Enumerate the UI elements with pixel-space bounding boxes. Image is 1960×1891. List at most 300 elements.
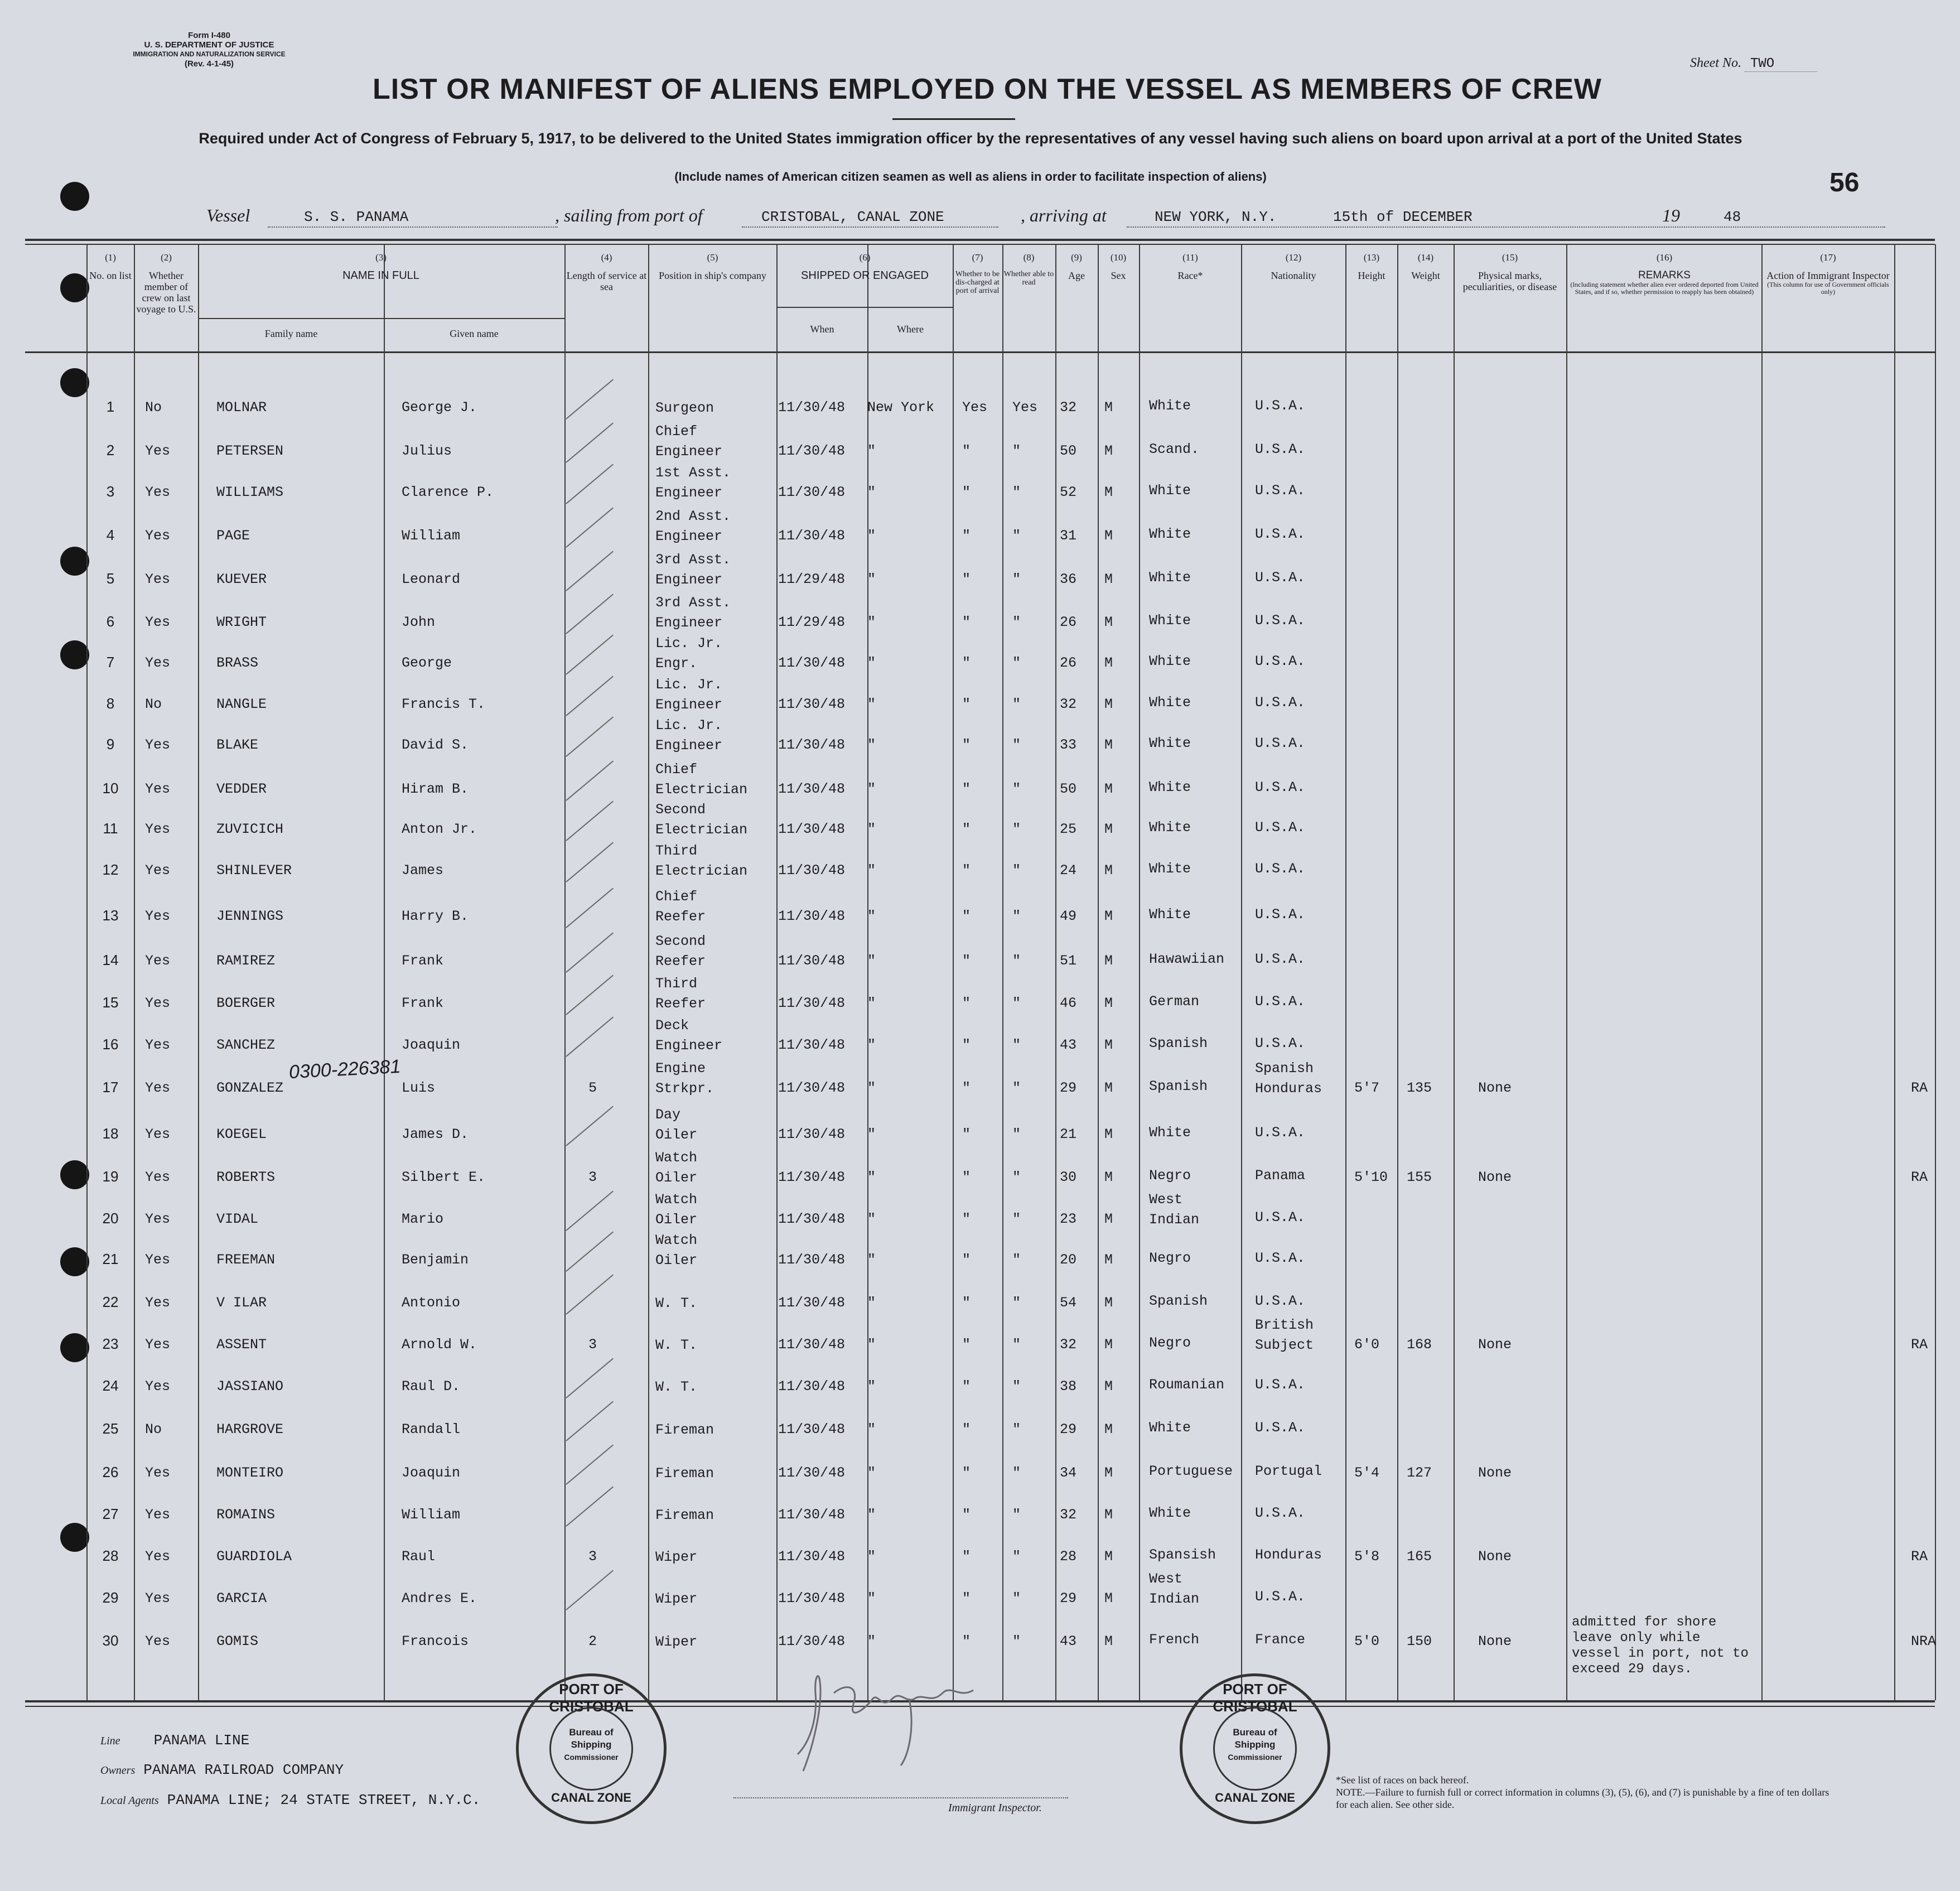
row-number: 2 [106, 442, 115, 459]
nationality: U.S.A. [1255, 861, 1306, 877]
able-to-read: " [1012, 1590, 1021, 1607]
last-voyage: Yes [145, 1037, 171, 1053]
position-line-2: Oiler [655, 1170, 698, 1186]
given-name: Anton Jr. [402, 821, 477, 837]
shipped-when: 11/30/48 [778, 399, 846, 416]
given-name: Joaquin [402, 1037, 461, 1053]
vessel-value: S. S. PANAMA [304, 209, 409, 225]
shipped-where: " [867, 528, 876, 544]
position-line-2: Electrician [655, 822, 748, 838]
shipped-where: " [867, 862, 876, 879]
age: 25 [1060, 821, 1077, 837]
shipped-when: 11/30/48 [778, 655, 846, 671]
stamp-top-text: PORT OF CRISTOBAL [1213, 1681, 1297, 1715]
nationality: U.S.A. [1255, 819, 1306, 836]
height: 5'8 [1354, 1549, 1380, 1565]
row-number: 7 [106, 654, 115, 670]
weight: 165 [1407, 1549, 1432, 1565]
age: 29 [1060, 1590, 1077, 1607]
family-name: ZUVICICH [216, 821, 284, 837]
table-row [0, 843, 1960, 895]
position-line-1: Lic. Jr. [655, 677, 723, 693]
row-number: 24 [102, 1377, 119, 1394]
able-to-read: " [1012, 696, 1021, 712]
last-voyage: Yes [145, 1252, 171, 1268]
stamp-inner-text: Shipping [571, 1739, 612, 1750]
nationality: U.S.A. [1255, 570, 1306, 586]
race: Negro [1149, 1335, 1191, 1351]
family-name: SHINLEVER [216, 862, 292, 879]
last-voyage: Yes [145, 484, 171, 500]
row-number: 26 [102, 1464, 119, 1480]
position-line-2: Electrician [655, 782, 748, 798]
age: 49 [1060, 908, 1077, 924]
inspector-signature [781, 1660, 1015, 1782]
race: West [1149, 1571, 1183, 1587]
shipped-when: 11/30/48 [778, 1633, 846, 1649]
inspector-action: RA [1911, 1337, 1928, 1353]
shipped-when: 11/30/48 [778, 484, 846, 500]
given-name: Leonard [402, 571, 461, 587]
given-name: Clarence P. [402, 484, 494, 500]
shipped-when: 11/30/48 [778, 1169, 846, 1185]
age: 29 [1060, 1421, 1077, 1437]
age: 36 [1060, 571, 1077, 587]
position-line-2: Engineer [655, 737, 723, 754]
race: White [1149, 1505, 1191, 1521]
family-name: BLAKE [216, 737, 259, 753]
given-name: David S. [402, 737, 469, 753]
row-number: 13 [102, 907, 119, 924]
family-name: HARGROVE [216, 1421, 284, 1437]
age: 52 [1060, 484, 1077, 500]
shipped-when: 11/30/48 [778, 1211, 846, 1227]
nationality: U.S.A. [1255, 694, 1306, 711]
table-row [0, 508, 1960, 561]
position-line-2: Strkpr. [655, 1080, 715, 1097]
table-top-rule [25, 244, 1935, 245]
col-header-race: (11) Race* [1177, 252, 1203, 281]
shipped-where: " [867, 1037, 876, 1053]
shipped-where: " [867, 1590, 876, 1607]
shipped-where: " [867, 737, 876, 753]
service-name: IMMIGRATION AND NATURALIZATION SERVICE [133, 50, 286, 58]
age: 21 [1060, 1126, 1077, 1142]
sex: M [1104, 1211, 1113, 1227]
weight: 127 [1407, 1465, 1432, 1481]
given-name: Hiram B. [402, 781, 469, 797]
given-name: George J. [402, 399, 477, 416]
shipped-when: 11/30/48 [778, 528, 846, 544]
port-value: CRISTOBAL, CANAL ZONE [761, 209, 944, 225]
age: 54 [1060, 1295, 1077, 1311]
able-to-read: " [1012, 953, 1021, 969]
position-line-1: Chief [655, 423, 698, 440]
row-number: 21 [102, 1251, 119, 1267]
last-voyage: Yes [145, 1211, 171, 1227]
able-to-read: " [1012, 781, 1021, 797]
race: White [1149, 1125, 1191, 1141]
sex: M [1104, 1295, 1113, 1311]
shipped-when: 11/30/48 [778, 1507, 846, 1523]
last-voyage: Yes [145, 443, 171, 459]
discharged: " [962, 443, 971, 459]
stamp-top-text: PORT OF CRISTOBAL [549, 1681, 634, 1715]
year-value: 48 [1724, 209, 1741, 225]
table-row [0, 1232, 1960, 1285]
header-bottom-rule [25, 351, 1935, 353]
shipped-where: " [867, 655, 876, 671]
sex: M [1104, 1126, 1113, 1142]
shipped-where: " [867, 1507, 876, 1523]
sheet-number [1690, 56, 1817, 72]
shipped-where: " [867, 571, 876, 587]
col-header-read: (8) Whether able to read [1003, 252, 1054, 287]
position-line-2: Fireman [655, 1507, 715, 1523]
nationality: Panama [1255, 1168, 1306, 1184]
table-row [0, 1150, 1960, 1202]
row-number: 27 [102, 1506, 119, 1522]
race: Portuguese [1149, 1463, 1233, 1479]
table-row [0, 552, 1960, 604]
row-number: 30 [102, 1632, 119, 1649]
last-voyage: Yes [145, 995, 171, 1011]
table-row [0, 933, 1960, 986]
inspector-signature-rule [733, 1797, 1068, 1798]
position-line-2: Oiler [655, 1127, 698, 1143]
position-line-2: Wiper [655, 1549, 698, 1565]
discharged: " [962, 1080, 971, 1096]
last-voyage: Yes [145, 1378, 171, 1395]
height: 5'10 [1354, 1169, 1388, 1185]
position-line-2: Engineer [655, 697, 723, 713]
last-voyage: Yes [145, 737, 171, 753]
age: 43 [1060, 1633, 1077, 1649]
col-header-position: (5) Position in ship's company [659, 252, 766, 281]
race: White [1149, 398, 1191, 414]
able-to-read: " [1012, 1378, 1021, 1395]
discharged: " [962, 1549, 971, 1565]
row-number: 23 [102, 1335, 119, 1352]
table-row [0, 390, 1960, 432]
given-name: George [402, 655, 452, 671]
able-to-read: " [1012, 655, 1021, 671]
vessel-label: Vessel [206, 205, 250, 225]
height: 5'4 [1354, 1465, 1380, 1481]
col-header-age: (9) Age [1068, 252, 1085, 281]
inspector-action: RA [1911, 1549, 1928, 1565]
discharged: " [962, 1378, 971, 1395]
service-length: 3 [588, 1169, 597, 1185]
col-header-no: (1) No. on list [89, 252, 132, 281]
line-value: PANAMA LINE [153, 1732, 250, 1749]
col-header-discharged: (7) Whether to be dis-charged at port of arrival [955, 252, 1000, 295]
title-underline [892, 118, 1015, 120]
footer-note [1336, 1774, 1838, 1811]
discharged: " [962, 1211, 971, 1227]
col-header-family-name: Family name [264, 328, 318, 339]
row-number: 25 [102, 1420, 119, 1437]
family-name: KUEVER [216, 571, 267, 587]
weight: 135 [1407, 1080, 1432, 1096]
form-revision: (Rev. 4-1-45) [184, 59, 234, 69]
col-header-nationality: (12) Nationality [1271, 252, 1316, 281]
age: 20 [1060, 1252, 1077, 1268]
row-number: 6 [106, 613, 115, 630]
shipped-when: 11/30/48 [778, 1421, 846, 1437]
discharged: " [962, 1337, 971, 1353]
position-line-2: W. T. [655, 1337, 698, 1353]
race: Negro [1149, 1168, 1191, 1184]
able-to-read: " [1012, 1549, 1021, 1565]
table-row [0, 1498, 1960, 1540]
position-line-2: Engineer [655, 572, 723, 588]
sex: M [1104, 528, 1113, 544]
last-voyage: Yes [145, 528, 171, 544]
age: 32 [1060, 399, 1077, 416]
row-number: 4 [106, 527, 115, 543]
position-line-2: Electrician [655, 863, 748, 879]
service-length: 5 [588, 1080, 597, 1096]
shipped-where: " [867, 1211, 876, 1227]
nationality: U.S.A. [1255, 779, 1306, 795]
discharged: " [962, 1295, 971, 1311]
able-to-read: " [1012, 1169, 1021, 1185]
discharged: " [962, 1421, 971, 1437]
position-line-1: Watch [655, 1150, 698, 1166]
age: 29 [1060, 1080, 1077, 1096]
shipped-where: " [867, 953, 876, 969]
able-to-read: " [1012, 443, 1021, 459]
sex: M [1104, 1549, 1113, 1565]
stamp-inner-text: Commissioner [1228, 1753, 1282, 1762]
sex: M [1104, 1590, 1113, 1607]
sex: M [1104, 1633, 1113, 1649]
position-line-2: Reefer [655, 909, 706, 925]
age: 46 [1060, 995, 1077, 1011]
nationality: Portugal [1255, 1463, 1322, 1479]
family-name: V ILAR [216, 1295, 267, 1311]
col-header-last-voyage: (2) Whether member of crew on last voyage to U.S. [136, 252, 196, 315]
given-name: James D. [402, 1126, 469, 1142]
shipped-when: 11/30/48 [778, 821, 846, 837]
given-name: Harry B. [402, 908, 469, 924]
inspector-label: Immigrant Inspector. [948, 1802, 1042, 1814]
service-length: 3 [588, 1337, 597, 1353]
year-prefix: 19 [1662, 205, 1680, 225]
sex: M [1104, 1169, 1113, 1185]
able-to-read: " [1012, 1126, 1021, 1142]
row-number: 17 [102, 1079, 119, 1096]
discharged: " [962, 1169, 971, 1185]
position-line-2: Oiler [655, 1212, 698, 1228]
col-header-where: Where [897, 324, 924, 335]
able-to-read: " [1012, 484, 1021, 500]
height: 5'7 [1354, 1080, 1380, 1096]
family-name: JENNINGS [216, 908, 284, 924]
family-name: VEDDER [216, 781, 267, 797]
physical-marks: None [1478, 1080, 1512, 1096]
family-name: SANCHEZ [216, 1037, 276, 1053]
position-line-1: Chief [655, 889, 698, 905]
family-name: NANGLE [216, 696, 267, 712]
last-voyage: Yes [145, 1465, 171, 1481]
given-name: Benjamin [402, 1252, 469, 1268]
shipped-where: " [867, 696, 876, 712]
shipped-where: " [867, 1295, 876, 1311]
remark-row-30: admitted for shore leave only while vessel in port, not to exceed 29 days. [1572, 1615, 1749, 1677]
shipped-where: " [867, 614, 876, 630]
sheet-value: TWO [1745, 56, 1817, 72]
last-voyage: Yes [145, 1337, 171, 1353]
race: White [1149, 526, 1191, 542]
shipped-when: 11/30/48 [778, 1295, 846, 1311]
last-voyage: Yes [145, 655, 171, 671]
stamp-inner-text: Commissioner [564, 1753, 619, 1762]
able-to-read: " [1012, 1421, 1021, 1437]
given-name: Joaquin [402, 1465, 461, 1481]
family-name: PETERSEN [216, 443, 284, 459]
given-name: Luis [402, 1080, 436, 1096]
shipped-where: " [867, 995, 876, 1011]
discharged: " [962, 908, 971, 924]
last-voyage: No [145, 1421, 162, 1437]
last-voyage: Yes [145, 571, 171, 587]
position-line-1: Watch [655, 1232, 698, 1248]
given-name: William [402, 528, 461, 544]
sex: M [1104, 908, 1113, 924]
nationality: U.S.A. [1255, 612, 1306, 629]
row-number: 29 [102, 1589, 119, 1606]
able-to-read: " [1012, 1252, 1021, 1268]
col-header-when: When [810, 324, 834, 335]
able-to-read: " [1012, 1037, 1021, 1053]
table-row [0, 465, 1960, 517]
shipped-when: 11/29/48 [778, 571, 846, 587]
family-name: FREEMAN [216, 1252, 276, 1268]
agents-value: PANAMA LINE; 24 STATE STREET, N.Y.C. [167, 1792, 481, 1808]
family-name: GARCIA [216, 1590, 267, 1607]
owners-value: PANAMA RAILROAD COMPANY [143, 1762, 344, 1778]
table-row [0, 1456, 1960, 1498]
family-name: GOMIS [216, 1633, 259, 1649]
able-to-read: " [1012, 528, 1021, 544]
position-line-2: Wiper [655, 1591, 698, 1607]
age: 38 [1060, 1378, 1077, 1395]
service-length: 2 [588, 1633, 597, 1649]
nationality: U.S.A. [1255, 1293, 1306, 1309]
last-voyage: Yes [145, 1295, 171, 1311]
age: 34 [1060, 1465, 1077, 1481]
shipped-when: 11/30/48 [778, 1037, 846, 1053]
discharged: " [962, 821, 971, 837]
shipped-where: " [867, 1080, 876, 1096]
last-voyage: No [145, 399, 162, 416]
last-voyage: Yes [145, 1507, 171, 1523]
nationality: U.S.A. [1255, 1589, 1306, 1605]
age: 23 [1060, 1211, 1077, 1227]
last-voyage: Yes [145, 1549, 171, 1565]
shipped-where: New York [867, 399, 935, 416]
stamp-inner-text: Bureau of [569, 1727, 614, 1738]
agents-label: Local Agents [100, 1794, 159, 1807]
sex: M [1104, 614, 1113, 630]
position-line-2: Fireman [655, 1465, 715, 1482]
position-line-1: Deck [655, 1017, 689, 1034]
page-number: 56 [1829, 168, 1860, 197]
col-header-weight: (14) Weight [1411, 252, 1440, 281]
position-line-1: 3rd Asst. [655, 595, 731, 611]
table-row [0, 976, 1960, 1028]
last-voyage: Yes [145, 1169, 171, 1185]
position-line-1: Second [655, 802, 706, 818]
nationality: British [1255, 1317, 1314, 1333]
race: Spanish [1149, 1293, 1208, 1309]
race-line-2: Indian [1149, 1591, 1200, 1607]
race: White [1149, 653, 1191, 669]
sex: M [1104, 484, 1113, 500]
nationality: U.S.A. [1255, 1125, 1306, 1141]
able-to-read: " [1012, 862, 1021, 879]
given-name: Julius [402, 443, 452, 459]
last-voyage: Yes [145, 1080, 171, 1096]
shipped-where: " [867, 1549, 876, 1565]
table-row [0, 1317, 1960, 1369]
race: White [1149, 694, 1191, 711]
punch-hole [60, 182, 89, 211]
stamp-inner-text: Shipping [1234, 1739, 1276, 1750]
shipped-when: 11/30/48 [778, 995, 846, 1011]
position-line-2: Wiper [655, 1634, 698, 1650]
table-row [0, 1540, 1960, 1581]
nationality: U.S.A. [1255, 441, 1306, 457]
weight: 150 [1407, 1633, 1432, 1649]
nationality: U.S.A. [1255, 1250, 1306, 1266]
row-number: 9 [106, 736, 115, 752]
sex: M [1104, 443, 1113, 459]
position-line-1: 2nd Asst. [655, 508, 731, 524]
discharged: " [962, 1126, 971, 1142]
able-to-read: " [1012, 1211, 1021, 1227]
physical-marks: None [1478, 1633, 1512, 1649]
position-line-2: Oiler [655, 1252, 698, 1268]
department-name: U. S. DEPARTMENT OF JUSTICE [144, 40, 274, 50]
able-to-read: " [1012, 1337, 1021, 1353]
nationality: U.S.A. [1255, 653, 1306, 669]
nationality: Spanish [1255, 1060, 1314, 1077]
row-number: 16 [102, 1036, 119, 1053]
age: 50 [1060, 781, 1077, 797]
row-number: 5 [106, 570, 115, 587]
date-value: 15th of DECEMBER [1333, 209, 1473, 225]
race: Roumanian [1149, 1377, 1225, 1393]
race: German [1149, 993, 1200, 1010]
shipped-where: " [867, 1252, 876, 1268]
shipped-when: 11/30/48 [778, 1590, 846, 1607]
col-header-given-name: Given name [450, 328, 499, 339]
table-row [0, 1412, 1960, 1454]
sex: M [1104, 1252, 1113, 1268]
discharged: " [962, 571, 971, 587]
col-header-shipped: (6) SHIPPED OR ENGAGED [801, 252, 929, 282]
shipped-where: " [867, 1421, 876, 1437]
family-name: GUARDIOLA [216, 1549, 292, 1565]
family-name: ASSENT [216, 1337, 267, 1353]
shipped-when: 11/30/48 [778, 908, 846, 924]
age: 26 [1060, 614, 1077, 630]
nationality: France [1255, 1632, 1306, 1648]
race: White [1149, 906, 1191, 923]
